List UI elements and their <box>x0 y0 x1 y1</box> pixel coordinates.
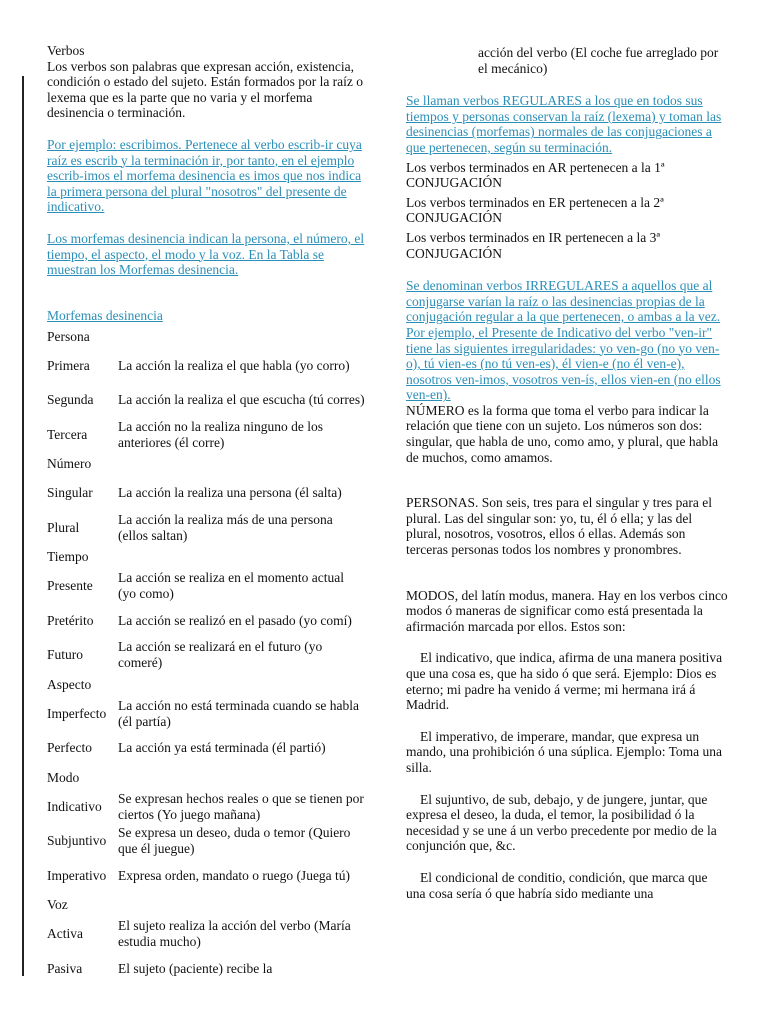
table-term: Segunda <box>47 392 94 408</box>
intro-paragraph: Los verbos son palabras que expresan acción, existencia, condición o estado del sujeto. Están formados por la raíz o lexema que es la parte que no varia y el morfema desinencia o terminación. <box>47 58 364 121</box>
table-description: Se expresan hechos reales o que se tienen por ciertos (Yo juego mañana) <box>118 790 364 822</box>
imperativo-paragraph: El imperativo, de imperare, mandar, que expresa un mando, una prohibición ó una súplica. Ejemplo: Toma una silla. <box>406 728 722 775</box>
table-term: Perfecto <box>47 740 92 756</box>
table-description: La acción la realiza el que habla (yo corro) <box>118 357 350 373</box>
numero-paragraph: NÚMERO es la forma que toma el verbo para indicar la relación que tiene con un sujeto. Los números son dos: singular, que habla de uno, como amo, y plural, que habla de muchos, como amamos. <box>406 402 719 465</box>
table-row <box>47 476 365 511</box>
table-row <box>47 696 365 731</box>
morfemas-link-paragraph[interactable]: Los morfemas desinencia indican la persona, el número, el tiempo, el aspecto, el modo y la voz. En la Tabla se muestran los Morfemas desinencia. <box>47 230 365 278</box>
table-description: La acción la realiza el que escucha (tú corres) <box>118 392 365 408</box>
table-category: Número <box>47 456 92 472</box>
table-term: Plural <box>47 519 80 535</box>
table-category: Aspecto <box>47 676 92 692</box>
table-category: Persona <box>47 328 90 344</box>
table-row <box>47 858 365 893</box>
table-row <box>47 731 365 766</box>
table-term: Pasiva <box>47 960 83 976</box>
table-description: Expresa orden, mandato o ruego (Juega tú) <box>118 867 351 883</box>
table-term: Pretérito <box>47 612 94 628</box>
table-row <box>47 638 365 673</box>
table-description: La acción no está terminada cuando se habla (él partía) <box>118 697 360 729</box>
table-term: Imperfecto <box>47 705 107 721</box>
morfemas-table <box>47 324 365 986</box>
table-term: Subjuntivo <box>47 833 107 849</box>
table-description: Se expresa un deseo, duda o temor (Quiero que él juegue) <box>118 825 351 857</box>
irregular-example-link[interactable]: Por ejemplo, el Presente de Indicativo del verbo "ven-ir" tiene las siguientes irregularidades: yo ven-go (no yo ven-o), tú vien-es (no tú ven-es), él vien-e (no él ven-e), nosotros ven-imos, vosotros ven-ís, ellos vien-en (no ellos ven-en). <box>406 324 721 403</box>
table-row <box>47 510 365 545</box>
table-description: La acción la realiza una persona (él salta) <box>118 485 342 501</box>
table-description: La acción se realizó en el pasado (yo comí) <box>118 612 352 628</box>
table-term: Tercera <box>47 426 88 442</box>
table-term: Presente <box>47 578 93 594</box>
pasiva-continuation: acción del verbo (El coche fue arreglado por el mecánico) <box>478 45 719 76</box>
conjugacion-3: Los verbos terminados en IR pertenecen a la 3ª CONJUGACIÓN <box>406 229 661 261</box>
table-term: Imperativo <box>47 867 107 883</box>
left-column <box>47 43 365 986</box>
table-row <box>47 603 365 638</box>
table-row <box>47 824 365 859</box>
table-term: Singular <box>47 485 93 501</box>
table-description: El sujeto realiza la acción del verbo (María estudia mucho) <box>118 918 351 950</box>
table-term: Activa <box>47 926 83 942</box>
irregulares-link-paragraph[interactable]: Se denominan verbos IRREGULARES a aquellos que al conjugarse varían la raíz o las desinencias propias de la conjugación regular a la que pertenecen, o ambas a la vez. <box>406 278 721 325</box>
table-term: Indicativo <box>47 798 102 814</box>
right-column <box>406 45 728 901</box>
table-description: La acción ya está terminada (él partió) <box>118 740 326 756</box>
table-description: La acción se realiza en el momento actual (yo como) <box>118 570 345 602</box>
example-link-paragraph[interactable]: Por ejemplo: escribimos. Pertenece al verbo escrib-ir cuya raíz es escrib y la terminación ir, por tanto, en el ejemplo escrib-imos el morfema desinencia es imos que nos indica la primera persona del plural "nosotros" del presente de indicativo. <box>47 136 362 215</box>
table-row <box>47 569 365 604</box>
table-row <box>47 417 365 452</box>
table-row <box>47 383 365 418</box>
margin-bar <box>22 76 24 976</box>
table-row <box>47 917 365 952</box>
personas-paragraph: PERSONAS. Son seis, tres para el singular y tres para el plural. Las del singular son: yo, tu, él ó ella; y las del plural, nosotros, vosotros, ellos ó ellas. Además son terceras personas todos los nombres y pronombres. <box>406 495 712 558</box>
indicativo-paragraph: El indicativo, que indica, afirma de una manera positiva que una cosa es, que ha sido ó que será. Ejemplo: Dios es eterno; mi padre ha venido á verme; mi hermana irá á Madrid. <box>406 650 723 713</box>
subjuntivo-paragraph: El sujuntivo, de sub, debajo, y de jungere, juntar, que expresa el deseo, la duda, el temor, la posibilidad ó la necesidad y se une á un verbo precedente por medio de la conjunción que, &c. <box>406 791 717 854</box>
condicional-paragraph: El condicional de conditio, condición, que marca que una cosa sería ó que habría sido mediante una <box>406 869 708 901</box>
table-title-link[interactable]: Morfemas desinencia <box>47 307 163 323</box>
conjugacion-2: Los verbos terminados en ER pertenecen a la 2ª CONJUGACIÓN <box>406 194 664 226</box>
table-category: Tiempo <box>47 549 89 565</box>
table-row <box>47 789 365 824</box>
modos-paragraph: MODOS, del latín modus, manera. Hay en los verbos cinco modos ó maneras de significar como está presentada la afirmación marcada por ellos. Estos son: <box>406 587 728 634</box>
table-row <box>47 951 365 986</box>
document-title: Verbos <box>47 43 85 58</box>
table-category: Modo <box>47 769 80 785</box>
table-description: El sujeto (paciente) recibe la <box>118 960 273 976</box>
table-term: Futuro <box>47 647 84 663</box>
table-description: La acción la realiza más de una persona (ellos saltan) <box>118 511 333 543</box>
conjugacion-1: Los verbos terminados en AR pertenecen a la 1ª CONJUGACIÓN <box>406 159 665 191</box>
table-row <box>47 348 365 383</box>
table-term: Primera <box>47 357 90 373</box>
table-description: La acción se realizará en el futuro (yo comeré) <box>118 639 323 671</box>
table-category: Voz <box>47 897 68 913</box>
table-description: La acción no la realiza ninguno de los anteriores (él corre) <box>118 418 324 450</box>
regulares-link-paragraph[interactable]: Se llaman verbos REGULARES a los que en todos sus tiempos y personas conservan la raíz (lexema) y toman las desinencias (morfemas) normales de las conjugaciones a que pertenecen, según su terminación. <box>406 93 722 155</box>
